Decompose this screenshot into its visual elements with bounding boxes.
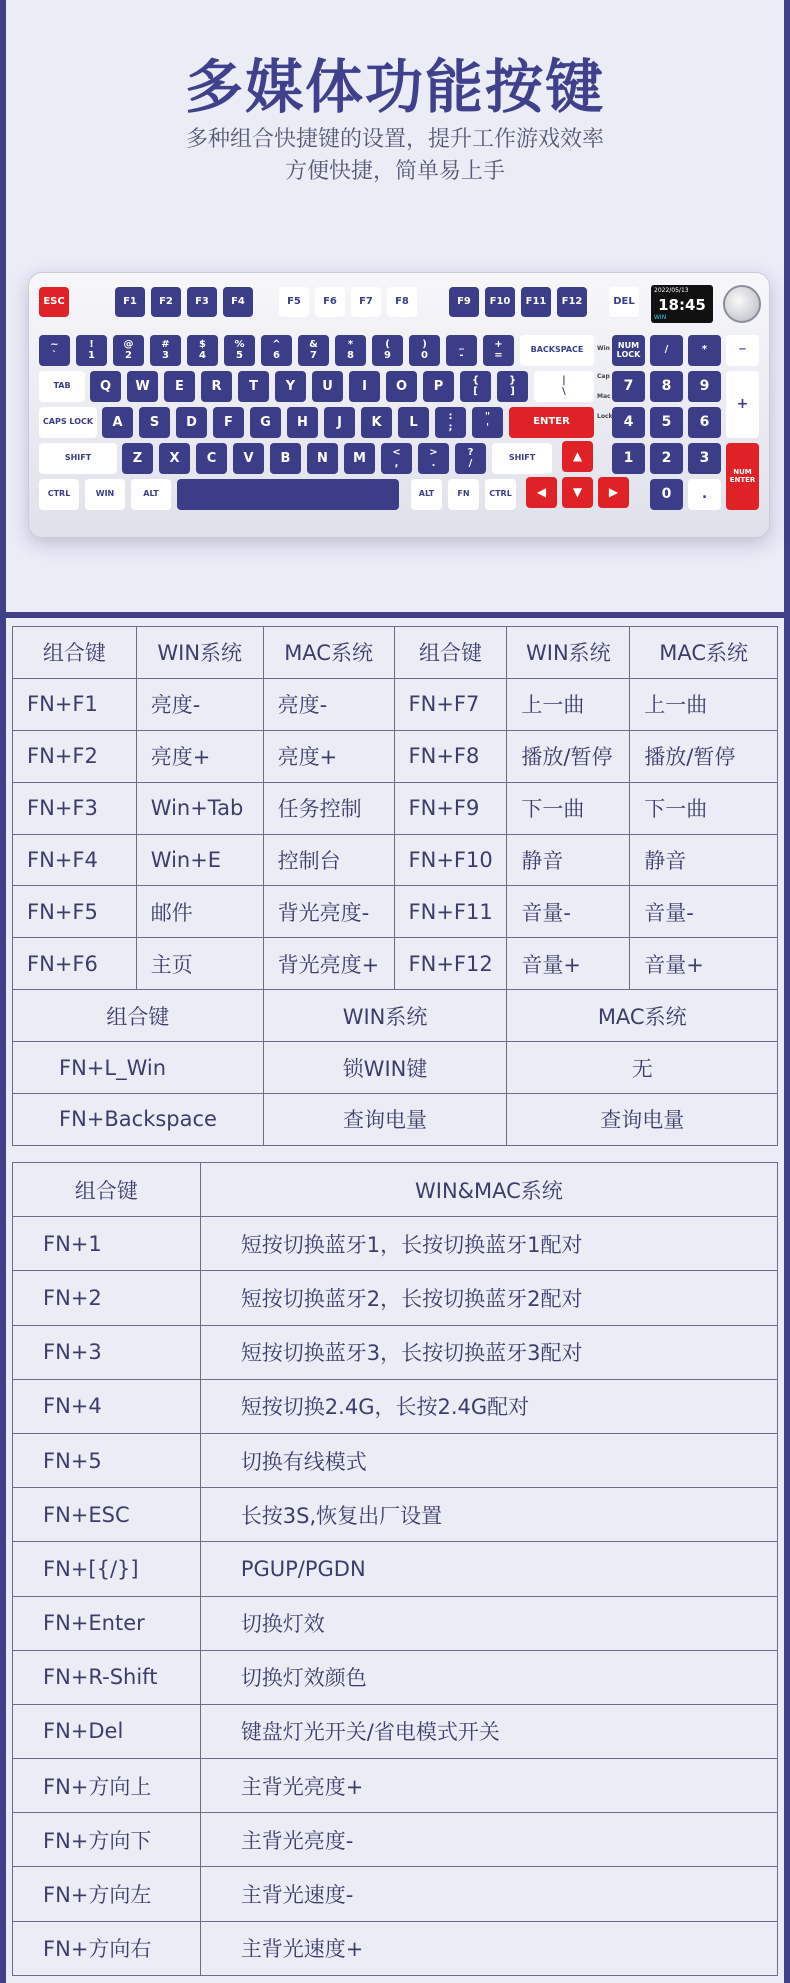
key-f7: F7 — [351, 287, 381, 317]
screen-mode: WIN — [654, 314, 667, 321]
header-cell: 组合键 — [13, 1163, 201, 1217]
table-cell: FN+L_Win — [13, 1042, 264, 1094]
key-c: C — [196, 443, 227, 474]
table-cell: 短按切换蓝牙3，长按切换蓝牙3配对 — [200, 1325, 777, 1379]
table-cell: FN+Del — [13, 1704, 201, 1758]
key-tab: TAB — [39, 371, 85, 402]
fn-table-connection — [12, 1162, 778, 1976]
table-cell: 锁WIN键 — [263, 1042, 507, 1094]
key-minus: _ - — [446, 335, 477, 366]
key-comma: < , — [381, 443, 412, 474]
table-cell: FN+F11 — [394, 886, 507, 938]
table-header-row — [13, 1163, 778, 1217]
key-e: E — [164, 371, 195, 402]
key-space — [177, 479, 399, 510]
key-m: M — [344, 443, 375, 474]
table-row — [13, 1094, 778, 1146]
table-cell: 邮件 — [136, 886, 263, 938]
table-cell: FN+F6 — [13, 938, 137, 990]
key-f11: F11 — [521, 287, 551, 317]
indicator-cap: Cap — [597, 373, 610, 380]
table-cell: 下一曲 — [507, 782, 630, 834]
table-cell: 无 — [507, 1042, 778, 1094]
table-row — [13, 1488, 778, 1542]
key-enter: ENTER — [509, 407, 594, 438]
key-semicolon: : ; — [435, 407, 466, 438]
table-cell: 背光亮度+ — [263, 938, 394, 990]
screen-date: 2022/05/13 — [654, 287, 689, 294]
table-cell: 切换灯效颜色 — [200, 1650, 777, 1704]
table-cell: 查询电量 — [507, 1094, 778, 1146]
table-cell: 亮度+ — [136, 730, 263, 782]
table-cell: Win+E — [136, 834, 263, 886]
key-f9: F9 — [449, 287, 479, 317]
key-u: U — [312, 371, 343, 402]
key-6: ^ 6 — [261, 335, 292, 366]
key-l: L — [398, 407, 429, 438]
table-cell: 播放/暂停 — [507, 730, 630, 782]
key-7: & 7 — [298, 335, 329, 366]
table-cell: PGUP/PGDN — [200, 1542, 777, 1596]
table-row — [13, 1921, 778, 1975]
key-backslash: | \ — [534, 371, 594, 402]
key-w: W — [127, 371, 158, 402]
table-cell: 主页 — [136, 938, 263, 990]
header-cell: 组合键 — [13, 990, 264, 1042]
key-j: J — [324, 407, 355, 438]
key-num-dot: . — [688, 479, 721, 510]
key-a: A — [102, 407, 133, 438]
key-f8: F8 — [387, 287, 417, 317]
page-title: 多媒体功能按键 — [184, 53, 605, 121]
table-cell: FN+3 — [13, 1325, 201, 1379]
key-f10: F10 — [485, 287, 515, 317]
subtitle-line-2: 方便快捷，简单易上手 — [284, 159, 505, 184]
header-cell: 组合键 — [394, 627, 507, 679]
key-num-9: 9 — [688, 371, 721, 402]
table-cell: FN+方向上 — [13, 1759, 201, 1813]
table-cell: FN+F8 — [394, 730, 507, 782]
key-tilde: ~ ` — [39, 335, 70, 366]
table-cell: FN+4 — [13, 1379, 201, 1433]
table2-header-row — [13, 990, 778, 1042]
table-cell: 查询电量 — [263, 1094, 507, 1146]
table-cell: FN+2 — [13, 1271, 201, 1325]
table-cell: 音量- — [630, 886, 778, 938]
table-cell: FN+F4 — [13, 834, 137, 886]
key-g: G — [250, 407, 281, 438]
key-numlock: NUM LOCK — [612, 335, 645, 366]
key-equal: + = — [483, 335, 514, 366]
table-row — [13, 1759, 778, 1813]
key-r: R — [201, 371, 232, 402]
key-8: * 8 — [335, 335, 366, 366]
key-esc: ESC — [39, 287, 69, 317]
table-cell: FN+F3 — [13, 782, 137, 834]
key-del: DEL — [609, 287, 639, 317]
table-row — [13, 1813, 778, 1867]
key-lctrl: CTRL — [39, 479, 79, 510]
key-num-star: * — [688, 335, 721, 366]
table-cell: 主背光速度+ — [200, 1921, 777, 1975]
table-row — [13, 1042, 778, 1094]
key-backspace: BACKSPACE — [520, 335, 594, 366]
screen-time: 18:45 — [658, 296, 706, 314]
key-arrow-down: ▼ — [562, 477, 593, 508]
table-cell: FN+R-Shift — [13, 1650, 201, 1704]
table-cell: 短按切换2.4G，长按2.4G配对 — [200, 1379, 777, 1433]
key-i: I — [349, 371, 380, 402]
key-num-7: 7 — [612, 371, 645, 402]
table-row — [13, 1542, 778, 1596]
key-arrow-left: ◀ — [526, 477, 557, 508]
table-cell: 静音 — [630, 834, 778, 886]
table-row — [13, 1596, 778, 1650]
key-f2: F2 — [151, 287, 181, 317]
table-cell: 亮度+ — [263, 730, 394, 782]
table-cell: 音量- — [507, 886, 630, 938]
table-cell: 播放/暂停 — [630, 730, 778, 782]
key-num-6: 6 — [688, 407, 721, 438]
key-t: T — [238, 371, 269, 402]
table-cell: 亮度- — [136, 678, 263, 730]
table-cell: 任务控制 — [263, 782, 394, 834]
table-cell: 音量+ — [507, 938, 630, 990]
table-cell: FN+Backspace — [13, 1094, 264, 1146]
key-3: # 3 — [150, 335, 181, 366]
table-row — [13, 1704, 778, 1758]
key-num-8: 8 — [650, 371, 683, 402]
table-cell: 下一曲 — [630, 782, 778, 834]
table-row — [13, 1650, 778, 1704]
header-cell: MAC系统 — [263, 627, 394, 679]
key-4: $ 4 — [187, 335, 218, 366]
key-lshift: SHIFT — [39, 443, 117, 474]
table-cell: FN+方向左 — [13, 1867, 201, 1921]
header-cell: WIN&MAC系统 — [200, 1163, 777, 1217]
key-arrow-up: ▲ — [562, 441, 593, 472]
table-cell: FN+[{/}] — [13, 1542, 201, 1596]
key-5: % 5 — [224, 335, 255, 366]
header-cell: MAC系统 — [507, 990, 778, 1042]
key-num-slash: / — [650, 335, 683, 366]
key-v: V — [233, 443, 264, 474]
key-n: N — [307, 443, 338, 474]
key-question: ? / — [455, 443, 486, 474]
table-cell: FN+F7 — [394, 678, 507, 730]
key-k: K — [361, 407, 392, 438]
table-header-row — [13, 627, 778, 679]
key-arrow-right: ▶ — [598, 477, 629, 508]
table-cell: 上一曲 — [507, 678, 630, 730]
table-cell: 主背光速度- — [200, 1867, 777, 1921]
table-row — [13, 1379, 778, 1433]
table-cell: 切换有线模式 — [200, 1433, 777, 1487]
table-cell: FN+方向下 — [13, 1813, 201, 1867]
key-9: ( 9 — [372, 335, 403, 366]
table-row — [13, 1433, 778, 1487]
table-cell: FN+F2 — [13, 730, 137, 782]
table-cell: 亮度- — [263, 678, 394, 730]
key-num-enter: NUM ENTER — [726, 443, 759, 510]
table-cell: Win+Tab — [136, 782, 263, 834]
key-rctrl: CTRL — [485, 479, 516, 510]
key-f5: F5 — [279, 287, 309, 317]
table-cell: 切换灯效 — [200, 1596, 777, 1650]
key-capslock: CAPS LOCK — [39, 407, 97, 438]
key-num-1: 1 — [612, 443, 645, 474]
table-cell: FN+ESC — [13, 1488, 201, 1542]
table-cell: 短按切换蓝牙1，长按切换蓝牙1配对 — [200, 1217, 777, 1271]
key-0: ) 0 — [409, 335, 440, 366]
table-cell: 上一曲 — [630, 678, 778, 730]
key-f4: F4 — [223, 287, 253, 317]
table-cell: 短按切换蓝牙2，长按切换蓝牙2配对 — [200, 1271, 777, 1325]
table-row — [13, 886, 778, 938]
table-cell: 长按3S,恢复出厂设置 — [200, 1488, 777, 1542]
header-cell: WIN系统 — [507, 627, 630, 679]
key-rbracket: } ] — [497, 371, 528, 402]
table-row — [13, 782, 778, 834]
key-q: Q — [90, 371, 121, 402]
key-b: B — [270, 443, 301, 474]
header-cell: WIN系统 — [136, 627, 263, 679]
key-f1: F1 — [115, 287, 145, 317]
table-cell: 静音 — [507, 834, 630, 886]
table-cell: FN+F12 — [394, 938, 507, 990]
key-f6: F6 — [315, 287, 345, 317]
table-cell: FN+F9 — [394, 782, 507, 834]
table-cell: 主背光亮度+ — [200, 1759, 777, 1813]
table-cell: FN+Enter — [13, 1596, 201, 1650]
key-h: H — [287, 407, 318, 438]
key-num-minus: − — [726, 335, 759, 366]
key-num-5: 5 — [650, 407, 683, 438]
key-lwin: WIN — [85, 479, 125, 510]
table-cell: FN+1 — [13, 1217, 201, 1271]
key-num-4: 4 — [612, 407, 645, 438]
header-cell: WIN系统 — [263, 990, 507, 1042]
key-f12: F12 — [557, 287, 587, 317]
table-row — [13, 1271, 778, 1325]
table-row — [13, 1867, 778, 1921]
key-s: S — [139, 407, 170, 438]
key-x: X — [159, 443, 190, 474]
table-row — [13, 1217, 778, 1271]
key-num-2: 2 — [650, 443, 683, 474]
key-ralt: ALT — [411, 479, 442, 510]
key-2: @ 2 — [113, 335, 144, 366]
key-d: D — [176, 407, 207, 438]
key-fn: FN — [448, 479, 479, 510]
key-o: O — [386, 371, 417, 402]
header-cell: 组合键 — [13, 627, 137, 679]
key-num-0: 0 — [650, 479, 683, 510]
header-cell: MAC系统 — [630, 627, 778, 679]
table-row — [13, 730, 778, 782]
key-lalt: ALT — [131, 479, 171, 510]
indicator-mac: Mac — [597, 393, 611, 400]
key-period: > . — [418, 443, 449, 474]
key-quote: " ' — [472, 407, 503, 438]
keyboard-screen — [651, 285, 713, 323]
table-cell: FN+F1 — [13, 678, 137, 730]
table-cell: FN+5 — [13, 1433, 201, 1487]
key-y: Y — [275, 371, 306, 402]
keyboard-image — [28, 272, 770, 538]
key-z: Z — [122, 443, 153, 474]
key-f3: F3 — [187, 287, 217, 317]
table-cell: FN+F10 — [394, 834, 507, 886]
table-cell: 主背光亮度- — [200, 1813, 777, 1867]
key-1: ! 1 — [76, 335, 107, 366]
table-cell: FN+F5 — [13, 886, 137, 938]
key-num-3: 3 — [688, 443, 721, 474]
volume-knob — [723, 285, 761, 323]
table-cell: FN+方向右 — [13, 1921, 201, 1975]
key-num-plus: + — [726, 371, 759, 438]
table-cell: 控制台 — [263, 834, 394, 886]
table-cell: 键盘灯光开关/省电模式开关 — [200, 1704, 777, 1758]
indicator-win: Win — [597, 345, 610, 352]
table-row — [13, 678, 778, 730]
fn-table-media — [12, 626, 778, 1146]
table-row — [13, 1325, 778, 1379]
key-f: F — [213, 407, 244, 438]
section-divider — [0, 612, 790, 618]
subtitle-line-1: 多种组合快捷键的设置，提升工作游戏效率 — [185, 127, 604, 152]
key-p: P — [423, 371, 454, 402]
table-cell: 背光亮度- — [263, 886, 394, 938]
indicator-lock: Lock — [597, 413, 613, 420]
key-lbracket: { [ — [460, 371, 491, 402]
table-cell: 音量+ — [630, 938, 778, 990]
key-rshift: SHIFT — [492, 443, 552, 474]
table-row — [13, 834, 778, 886]
table-row — [13, 938, 778, 990]
